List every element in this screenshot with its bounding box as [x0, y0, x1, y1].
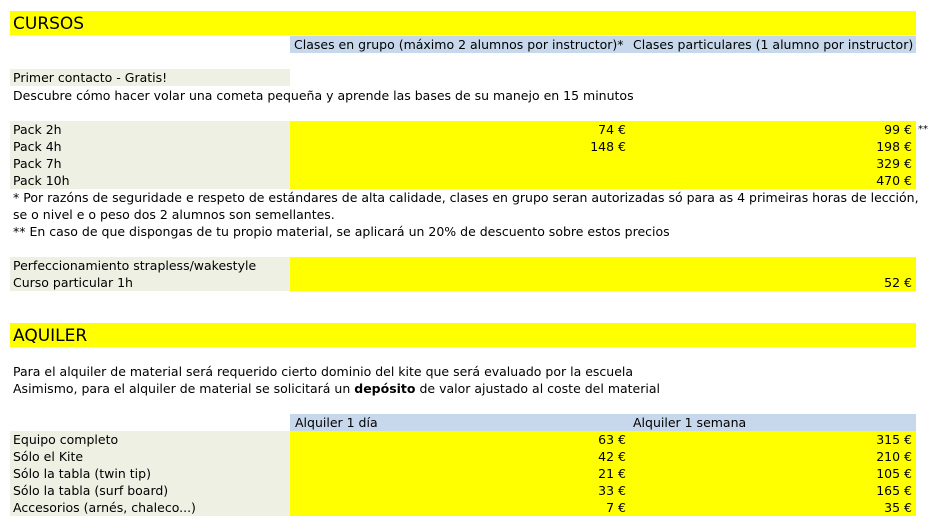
table-row: [10, 499, 916, 516]
table-row: [10, 448, 916, 465]
alquiler-day-price: 42 €: [290, 448, 630, 465]
pack-private-price: 329 €: [630, 155, 916, 172]
course-label: Curso particular 1h: [10, 274, 290, 291]
alquiler-header-bar: [290, 414, 916, 431]
alquiler-item-label: Sólo el Kite: [10, 448, 290, 465]
perfeccionamiento-bg: [290, 257, 916, 274]
alquiler-header-week: Alquiler 1 semana: [633, 415, 747, 430]
footnote-1: * Por razóns de seguridade e respeto de estándares de alta calidade, clases en grupo seran autorizadas só para as 4 primeiras horas de lección,: [13, 190, 919, 205]
alquiler-item-label: Accesorios (arnés, chaleco...): [10, 499, 290, 516]
footnote-1-cont: se o nivel e o peso dos 2 alumnos son semellantes.: [13, 207, 335, 222]
alquiler-day-price: 21 €: [290, 465, 630, 482]
alquiler-day-price: 7 €: [290, 499, 630, 516]
alquiler-title: AQUILER: [10, 323, 916, 347]
alquiler-item-label: Sólo la tabla (surf board): [10, 482, 290, 499]
alquiler-intro-2-bold: depósito: [354, 381, 416, 396]
alquiler-intro-2-post: de valor ajustado al coste del material: [415, 381, 660, 396]
course-price: 52 €: [290, 274, 916, 291]
table-row: [10, 155, 916, 172]
alquiler-item-label: Equipo completo: [10, 431, 290, 448]
alquiler-week-price: 210 €: [630, 448, 916, 465]
pack-footnote-mark: **: [918, 124, 928, 135]
alquiler-item-label: Sólo la tabla (twin tip): [10, 465, 290, 482]
table-row: [10, 431, 916, 448]
table-row: [10, 172, 916, 189]
pack-group-price: [290, 155, 630, 172]
alquiler-week-price: 315 €: [630, 431, 916, 448]
alquiler-day-price: 63 €: [290, 431, 630, 448]
pack-label: Pack 2h: [10, 121, 290, 138]
alquiler-week-price: 165 €: [630, 482, 916, 499]
pack-label: Pack 10h: [10, 172, 290, 189]
pack-private-price: 99 €: [630, 121, 916, 138]
alquiler-intro-2-pre: Asimismo, para el alquiler de material se solicitará un: [13, 381, 355, 396]
table-row: [10, 121, 916, 138]
pack-private-price: 198 €: [630, 138, 916, 155]
primer-contacto-label: Primer contacto - Gratis!: [13, 70, 168, 85]
perfeccionamiento-label: Perfeccionamiento strapless/wakestyle: [10, 257, 290, 274]
pack-group-price: [290, 172, 630, 189]
alquiler-week-price: 35 €: [630, 499, 916, 516]
cursos-title: CURSOS: [10, 11, 916, 35]
primer-contacto-desc: Descubre cómo hacer volar una cometa pequeña y aprende las bases de su manejo en 15 minutos: [13, 88, 634, 103]
alquiler-intro-1: Para el alquiler de material será requerido cierto dominio del kite que será evaluado por la escuela: [13, 364, 634, 379]
table-row: [10, 138, 916, 155]
footnote-2: ** En caso de que dispongas de tu propio material, se aplicará un 20% de descuento sobre estos precios: [13, 224, 670, 239]
pack-group-price: 148 €: [290, 138, 630, 155]
cursos-header-private: Clases particulares (1 alumno por instructor): [633, 37, 914, 52]
pack-group-price: 74 €: [290, 121, 630, 138]
pack-private-price: 470 €: [630, 172, 916, 189]
alquiler-intro-2: [13, 380, 660, 397]
pack-label: Pack 7h: [10, 155, 290, 172]
cursos-header-group: Clases en grupo (máximo 2 alumnos por instructor)*: [294, 37, 624, 52]
pack-label: Pack 4h: [10, 138, 290, 155]
table-row: [10, 465, 916, 482]
alquiler-header-day: Alquiler 1 día: [295, 415, 378, 430]
table-row: [10, 482, 916, 499]
table-row: [10, 257, 916, 274]
table-row: [10, 274, 916, 291]
alquiler-day-price: 33 €: [290, 482, 630, 499]
alquiler-week-price: 105 €: [630, 465, 916, 482]
